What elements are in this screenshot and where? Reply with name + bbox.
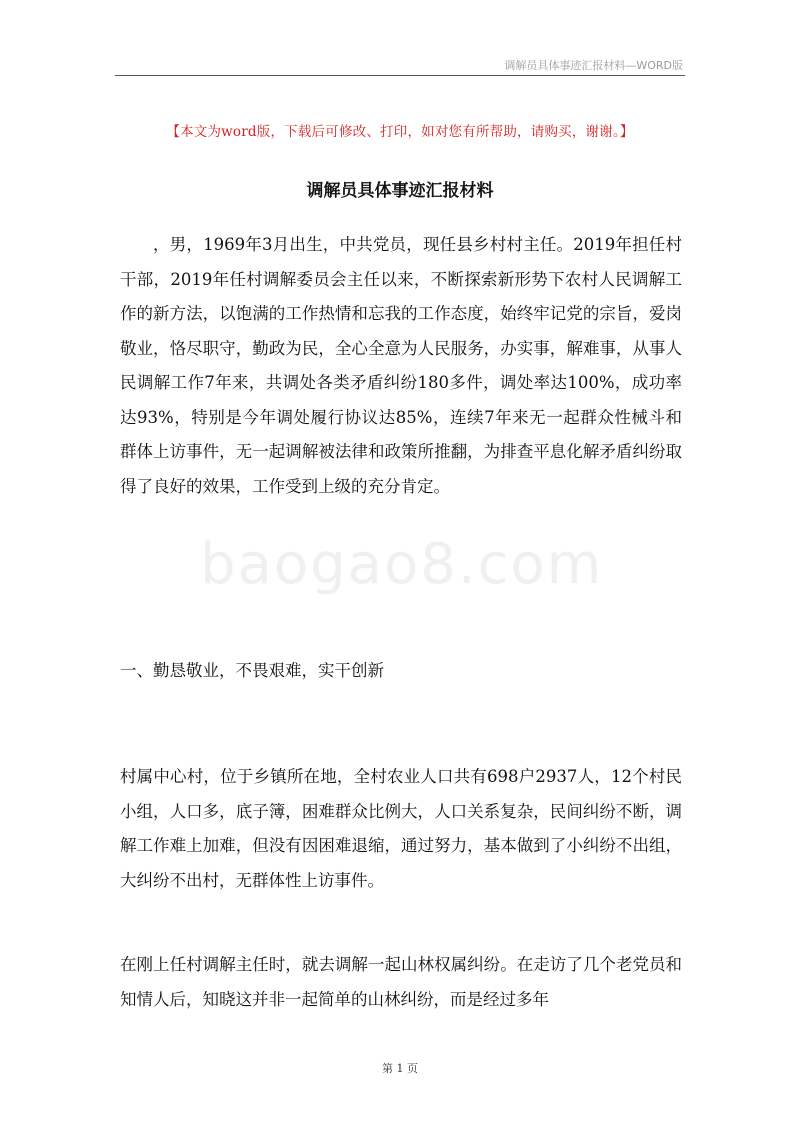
- page-header: [115, 55, 685, 76]
- download-notice: 【本文为word版，下载后可修改、打印，如对您有所帮助，请购买，谢谢。】: [166, 124, 634, 140]
- section-heading-1: 一、勤恳敬业，不畏艰难，实干创新: [120, 661, 384, 680]
- paragraph-dispute: 在刚上任村调解主任时，就去调解一起山林权属纠纷。在走访了几个老党员和知情人后，知晓这并非一起简单的山林纠纷，而是经过多年: [120, 955, 682, 1009]
- header-text: 调解员具体事迹汇报材料—WORD版: [504, 59, 683, 72]
- document-title: 调解员具体事迹汇报材料: [306, 181, 494, 201]
- paragraph-village: 村属中心村，位于乡镇所在地，全村农业人口共有698户2937人，12个村民小组，人口多，底子簿，困难群众比例大，人口关系复杂，民间纠纷不断，调解工作难上加难，但没有因困难退缩，通过努力，基本做到了小纠纷不出组，大纠纷不出村，无群体性上访事件。: [120, 767, 682, 890]
- page-number: 第 1 页: [382, 1062, 418, 1075]
- paragraph-intro: ，男，1969年3月出生，中共党员，现任县乡村村主任。2019年担任村干部，2019年任村调解委员会主任以来，不断探索新形势下农村人民调解工作的新方法，以饱满的工作热情和忘我的工作态度，始终牢记党的宗旨，爱岗敬业，恪尽职守，勤政为民，全心全意为人民服务，办实事，解难事，从事人民调解工作7年来，共调处各类矛盾纠纷180多件，调处率达100%，成功率达93%，特别是今年调处履行协议达85%，连续7年来无一起群众性械斗和群体上访事件，无一起调解被法律和政策所推翻，为排查平息化解矛盾纠纷取得了良好的效果，工作受到上级的充分肯定。: [120, 235, 682, 496]
- watermark: baogao8.com: [200, 532, 604, 597]
